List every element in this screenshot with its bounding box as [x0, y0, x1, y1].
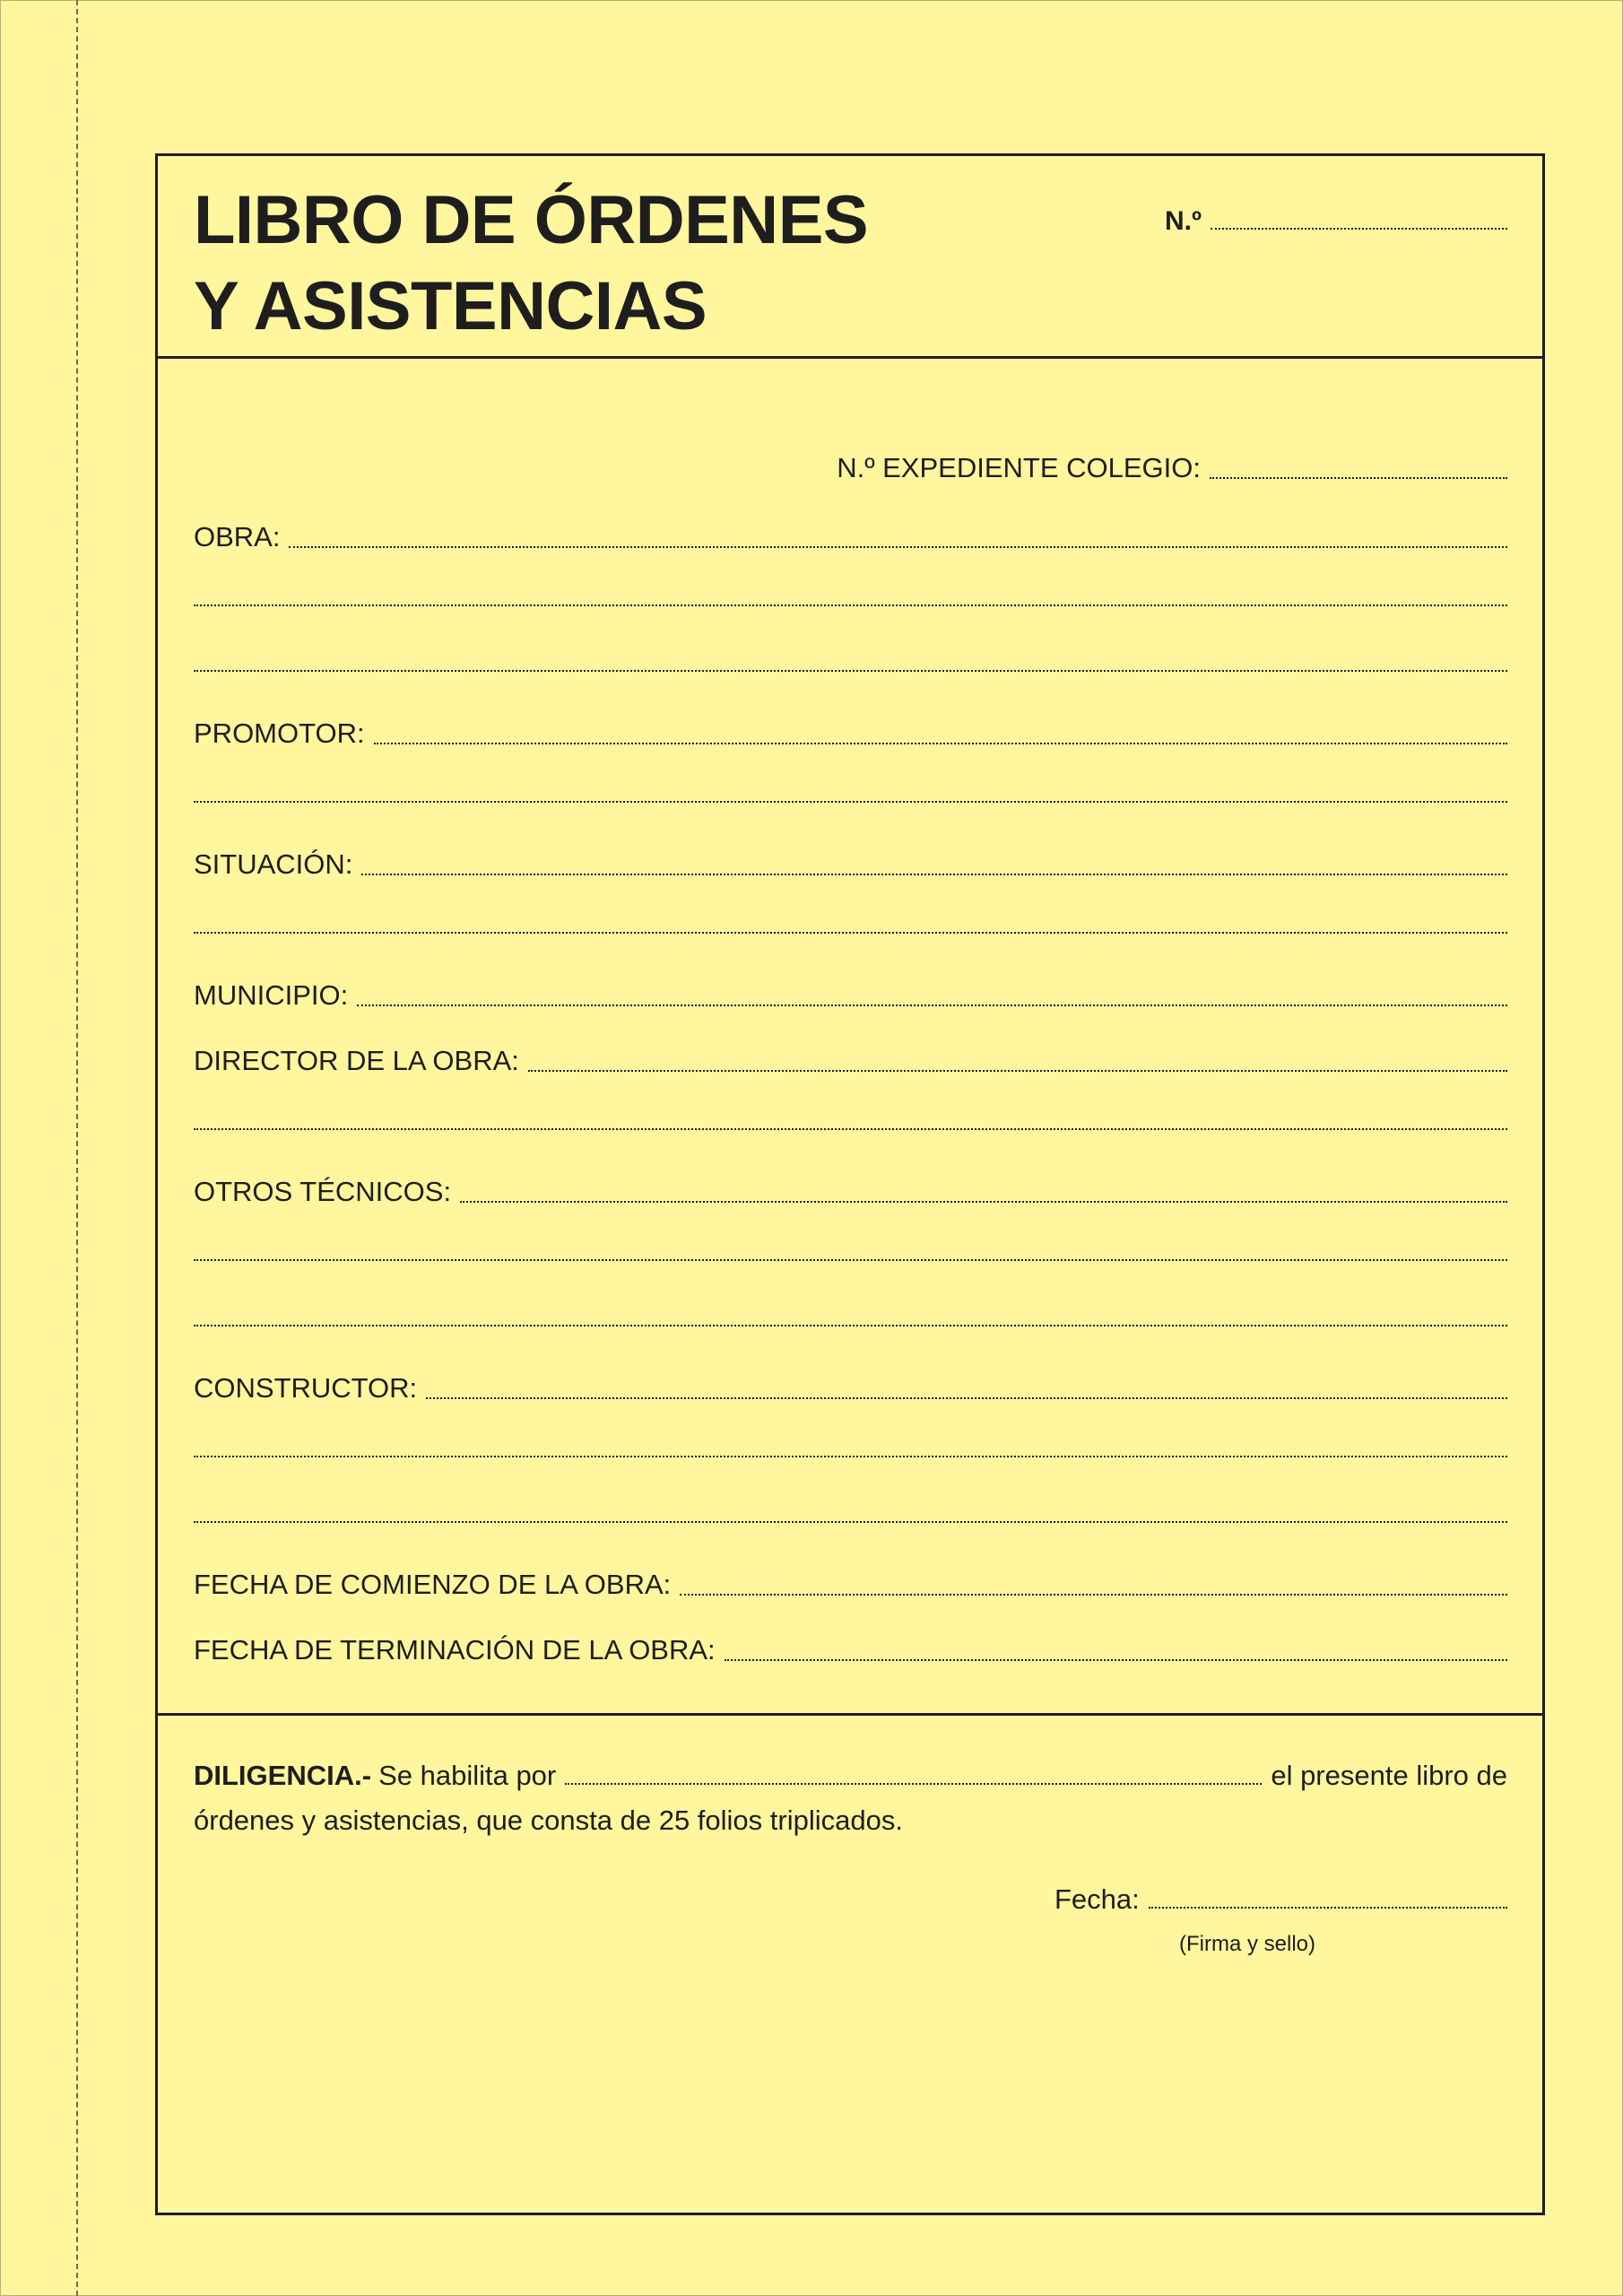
- diligencia-line-1: [194, 1752, 1507, 1792]
- page-title: [194, 178, 868, 350]
- section-divider: [158, 1713, 1542, 1716]
- situacion-field[interactable]: [194, 843, 1507, 883]
- title-line-2: Y ASISTENCIAS: [194, 268, 707, 344]
- constructor-line-2[interactable]: [194, 1456, 1507, 1457]
- form-frame: [155, 153, 1545, 2215]
- situacion-label: SITUACIÓN:: [194, 848, 353, 880]
- promotor-field[interactable]: [194, 712, 1507, 752]
- book-number-line[interactable]: [1211, 228, 1507, 230]
- obra-field[interactable]: [194, 516, 1507, 555]
- obra-label: OBRA:: [194, 521, 281, 552]
- otros-tecnicos-extra-line-1[interactable]: [194, 1222, 1507, 1261]
- situacion-line-2[interactable]: [194, 932, 1507, 934]
- otros-tecnicos-label: OTROS TÉCNICOS:: [194, 1176, 452, 1207]
- constructor-line[interactable]: [426, 1397, 1507, 1399]
- binding-perforation-line: [76, 0, 78, 2296]
- fecha-field[interactable]: [1055, 1876, 1507, 1916]
- otros-tecnicos-line[interactable]: [460, 1201, 1507, 1203]
- constructor-extra-line-1[interactable]: [194, 1418, 1507, 1457]
- promotor-line-2[interactable]: [194, 801, 1507, 803]
- municipio-line[interactable]: [357, 1004, 1507, 1006]
- obra-line-2[interactable]: [194, 604, 1507, 606]
- diligencia-section: [194, 1752, 1507, 1840]
- director-extra-line[interactable]: [194, 1091, 1507, 1130]
- obra-extra-line-1[interactable]: [194, 567, 1507, 606]
- otros-tecnicos-extra-line-2[interactable]: [194, 1287, 1507, 1326]
- constructor-label: CONSTRUCTOR:: [194, 1372, 418, 1404]
- promotor-label: PROMOTOR:: [194, 718, 365, 749]
- obra-extra-line-2[interactable]: [194, 632, 1507, 672]
- director-field[interactable]: [194, 1039, 1507, 1079]
- fecha-label: Fecha:: [1055, 1883, 1140, 1915]
- expediente-line[interactable]: [1210, 477, 1507, 479]
- fecha-terminacion-field[interactable]: [194, 1629, 1507, 1668]
- otros-tecnicos-line-3[interactable]: [194, 1325, 1507, 1326]
- obra-line[interactable]: [289, 546, 1507, 548]
- director-label: DIRECTOR DE LA OBRA:: [194, 1045, 519, 1076]
- constructor-field[interactable]: [194, 1367, 1507, 1406]
- expediente-label: N.º EXPEDIENTE COLEGIO:: [837, 452, 1201, 483]
- fecha-terminacion-line[interactable]: [725, 1659, 1507, 1661]
- diligencia-authority-line[interactable]: [565, 1783, 1262, 1785]
- book-number-field[interactable]: [1165, 192, 1507, 237]
- fecha-line[interactable]: [1149, 1907, 1507, 1909]
- form-header: [158, 156, 1542, 359]
- fecha-comienzo-line[interactable]: [680, 1594, 1507, 1596]
- municipio-label: MUNICIPIO:: [194, 979, 349, 1011]
- fecha-terminacion-label: FECHA DE TERMINACIÓN DE LA OBRA:: [194, 1634, 716, 1665]
- constructor-extra-line-2[interactable]: [194, 1483, 1507, 1523]
- otros-tecnicos-line-2[interactable]: [194, 1259, 1507, 1261]
- promotor-extra-line[interactable]: [194, 763, 1507, 803]
- title-line-1: LIBRO DE ÓRDENES: [194, 182, 869, 258]
- promotor-line[interactable]: [374, 743, 1507, 744]
- book-number-label: N.º: [1165, 206, 1202, 236]
- diligencia-text-before: Se habilita por: [378, 1760, 557, 1791]
- diligencia-text-after: el presente libro de: [1271, 1760, 1507, 1791]
- situacion-extra-line[interactable]: [194, 894, 1507, 934]
- fecha-comienzo-label: FECHA DE COMIENZO DE LA OBRA:: [194, 1569, 672, 1600]
- otros-tecnicos-field[interactable]: [194, 1170, 1507, 1210]
- firma-sello-caption: (Firma y sello): [1178, 1932, 1315, 1956]
- expediente-field[interactable]: [194, 447, 1507, 486]
- situacion-line[interactable]: [361, 874, 1507, 875]
- diligencia-line-2: órdenes y asistencias, que consta de 25 folios triplicados.: [194, 1805, 903, 1836]
- diligencia-heading: DILIGENCIA.-: [194, 1760, 372, 1791]
- obra-line-3[interactable]: [194, 670, 1507, 672]
- director-line[interactable]: [528, 1070, 1507, 1072]
- fecha-comienzo-field[interactable]: [194, 1563, 1507, 1603]
- director-line-2[interactable]: [194, 1128, 1507, 1130]
- constructor-line-3[interactable]: [194, 1521, 1507, 1523]
- municipio-field[interactable]: [194, 974, 1507, 1013]
